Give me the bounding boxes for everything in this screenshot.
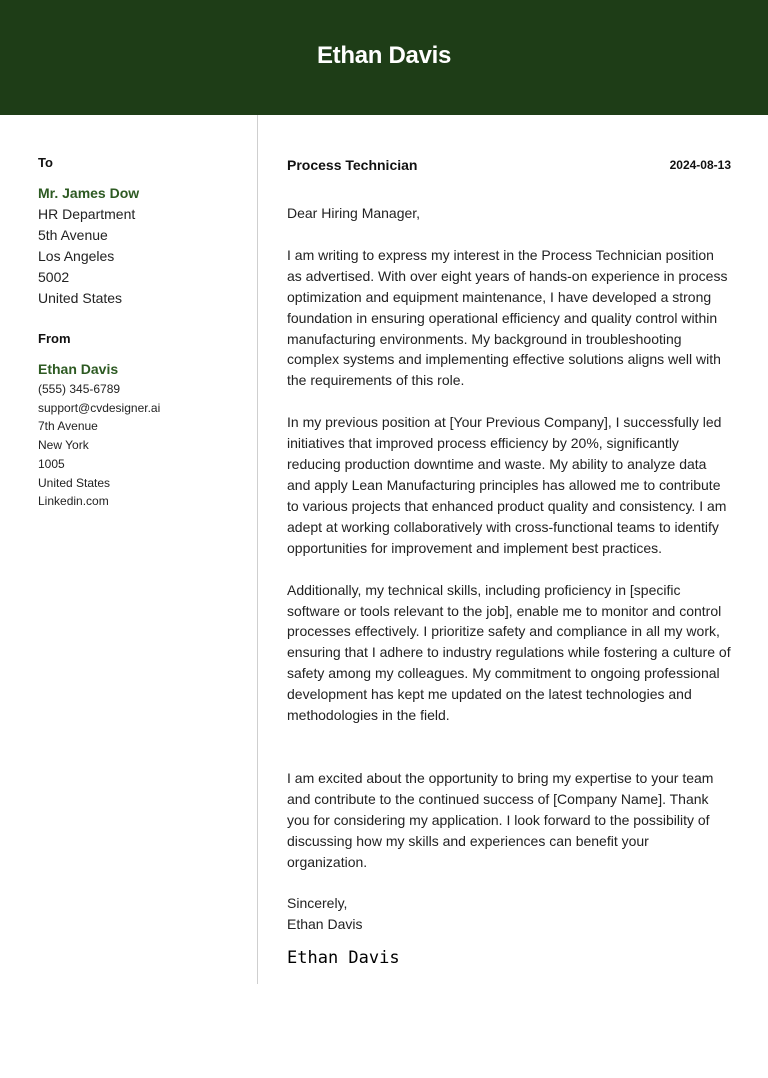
sender-name: Ethan Davis xyxy=(38,361,119,377)
closing: Sincerely, xyxy=(287,895,348,912)
recipient-street: 5th Avenue xyxy=(38,227,108,243)
job-title: Process Technician xyxy=(287,157,418,173)
recipient-section xyxy=(38,155,248,309)
recipient-name: Mr. James Dow xyxy=(38,185,140,201)
signature: Ethan Davis xyxy=(287,948,400,969)
letter-date: 2024-08-13 xyxy=(669,158,731,172)
to-title: To xyxy=(38,155,53,170)
sidebar xyxy=(38,155,248,511)
paragraph: I am excited about the opportunity to bring my expertise to your team and contribute to the continued success of [Company Name]. Thank you for considering my application. I look forward to the possibility of discussing how my skills and experiences can benefit your organization. xyxy=(287,769,714,870)
sender-section xyxy=(38,331,248,511)
sender-linkedin: Linkedin.com xyxy=(38,494,109,509)
paragraph: In my previous position at [Your Previous Company], I successfully led initiatives that improved process efficiency by 20%, significantly reducing production downtime and waste. My ability to analyze data and apply Lean Manufacturing principles has allowed me to contribute to various projects that enhanced product quality and consistency. I am adept at working collaboratively with cross-functional teams to identify opportunities for improvement and implement best practices. xyxy=(287,414,727,556)
paragraph: Additionally, my technical skills, including proficiency in [specific software or tools relevant to the job], enable me to monitor and control processes effectively. I prioritize safety and compliance in all my work, ensuring that I adhere to industry regulations while fostering a culture of safety among my colleagues. My commitment to ongoing professional development has kept me updated on the latest technologies and methodologies in the field. xyxy=(287,581,731,724)
sender-phone: (555) 345-6789 xyxy=(38,382,121,396)
closing-name: Ethan Davis xyxy=(287,916,363,933)
sender-email: support@cvdesigner.ai xyxy=(38,400,161,415)
sender-street: 7th Avenue xyxy=(38,419,98,434)
header-name: Ethan Davis xyxy=(316,42,452,69)
letter-body xyxy=(287,155,731,969)
recipient-country: United States xyxy=(38,290,123,306)
recipient-department: HR Department xyxy=(38,206,136,222)
sender-country: United States xyxy=(38,475,111,490)
recipient-city: Los Angeles xyxy=(38,248,115,264)
sender-postcode: 1005 xyxy=(38,456,65,471)
salutation: Dear Hiring Manager, xyxy=(287,205,421,221)
header-banner xyxy=(0,0,768,115)
sender-city: New York xyxy=(38,438,89,453)
paragraph: I am writing to express my interest in the Process Technician position as advertised. With over eight years of hands-on experience in process optimization and equipment maintenance, I have developed a strong foundation in ensuring operational efficiency and quality control within manufacturing environments. My background in troubleshooting complex systems and implementing effective solutions aligns well with the requirements of this role. xyxy=(287,246,728,389)
column-divider xyxy=(257,115,258,984)
from-title: From xyxy=(38,331,71,346)
recipient-postcode: 5002 xyxy=(38,269,70,285)
letter-heading xyxy=(287,155,731,175)
